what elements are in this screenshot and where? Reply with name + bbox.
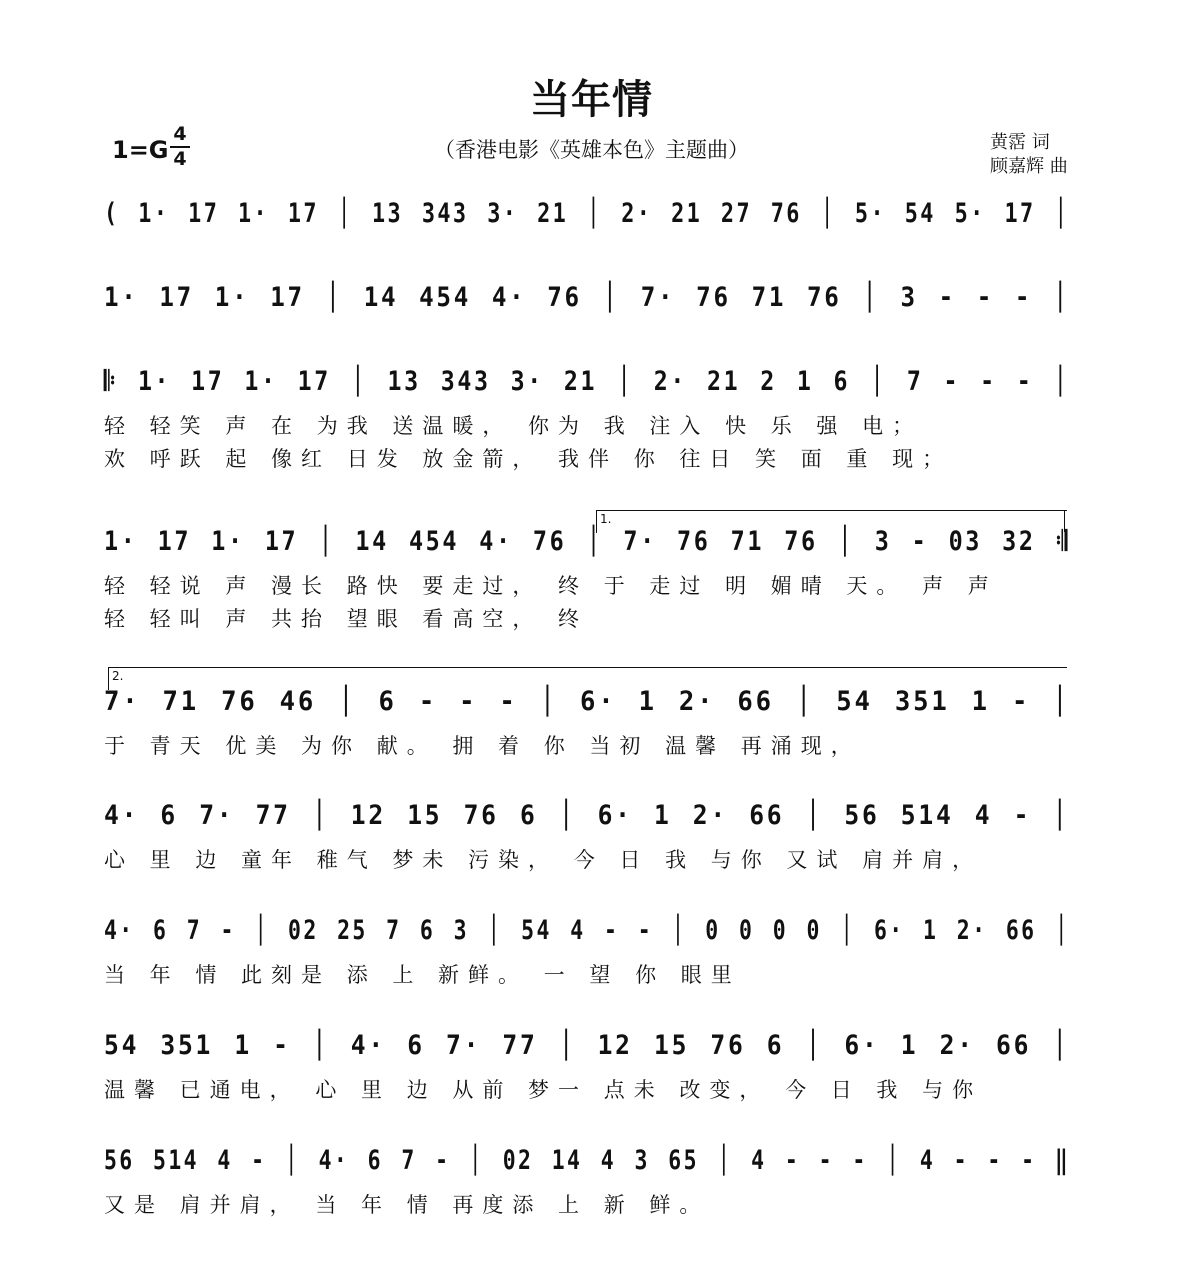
lyric-line: 轻 轻笑 声 在 为我 送温暖， 你为 我 注入 快 乐 强 电； (104, 414, 923, 438)
lyric-line: 于 青天 优美 为你 献。 拥 着 你 当初 温馨 再涌现， (104, 734, 861, 758)
lyric-line: 当 年 情 此刻是 添 上 新鲜。 一 望 你 眼里 (104, 963, 741, 987)
notation-row: 1· 17 1· 17 │ 14 454 4· 76 │ 7· 76 71 76 │ 3 - 03 32 𝄇 (104, 526, 1070, 557)
time-signature-bottom: 4 (173, 148, 187, 170)
lyric-line: 轻 轻叫 声 共抬 望眼 看高空， 终 (104, 607, 589, 631)
lyric-line: 心 里 边 童年 稚气 梦未 污染， 今 日 我 与你 又试 肩并肩， (104, 848, 983, 872)
song-title: 当年情 (530, 77, 653, 123)
second-ending-label: 2. (112, 669, 124, 683)
composer-credit: 顾嘉辉 曲 (990, 156, 1068, 177)
lyricist-credit: 黄霑 词 (990, 132, 1050, 153)
notation-row: 4· 6 7· 77 │ 12 15 76 6 │ 6· 1 2· 66 │ 56 514 4 - │ (104, 800, 1070, 831)
notation-row: 4· 6 7 - │ 02 25 7 6 3 │ 54 4 - - │ 0 0 0 0 │ 6· 1 2· 66 │ (104, 915, 1071, 946)
key-signature: 1=G (112, 136, 169, 164)
lyric-line: 温馨 已通电， 心 里 边 从前 梦一 点未 改变， 今 日 我 与你 (104, 1078, 983, 1102)
song-subtitle: （香港电影《英雄本色》主题曲） (434, 138, 749, 162)
lyric-line: 轻 轻说 声 漫长 路快 要走过， 终 于 走过 明 媚晴 天。 声 声 (104, 574, 998, 598)
lyric-line: 又是 肩并肩， 当 年 情 再度添 上 新 鲜。 (104, 1193, 710, 1217)
notation-row: 𝄆 1· 17 1· 17 │ 13 343 3· 21 │ 2· 21 2 1 6 │ 7 - - - │ (104, 366, 1071, 397)
time-signature-top: 4 (173, 123, 187, 145)
notation-row: 56 514 4 - │ 4· 6 7 - │ 02 14 4 3 65 │ 4 - - - │ 4 - - - ‖ (104, 1145, 1071, 1176)
notation-row: 1· 17 1· 17 │ 14 454 4· 76 │ 7· 76 71 76 │ 3 - - - │ (104, 282, 1071, 313)
first-ending-label: 1. (600, 512, 612, 526)
notation-row: 7· 71 76 46 │ 6 - - - │ 6· 1 2· 66 │ 54 351 1 - │ (104, 686, 1071, 717)
notation-row: 54 351 1 - │ 4· 6 7· 77 │ 12 15 76 6 │ 6· 1 2· 66 │ (104, 1030, 1070, 1061)
notation-row: ( 1· 17 1· 17 │ 13 343 3· 21 │ 2· 21 27 76 │ 5· 54 5· 17 │ (104, 198, 1070, 229)
lyric-line: 欢 呼跃 起 像红 日发 放金箭， 我伴 你 往日 笑 面 重 现； (104, 447, 953, 471)
